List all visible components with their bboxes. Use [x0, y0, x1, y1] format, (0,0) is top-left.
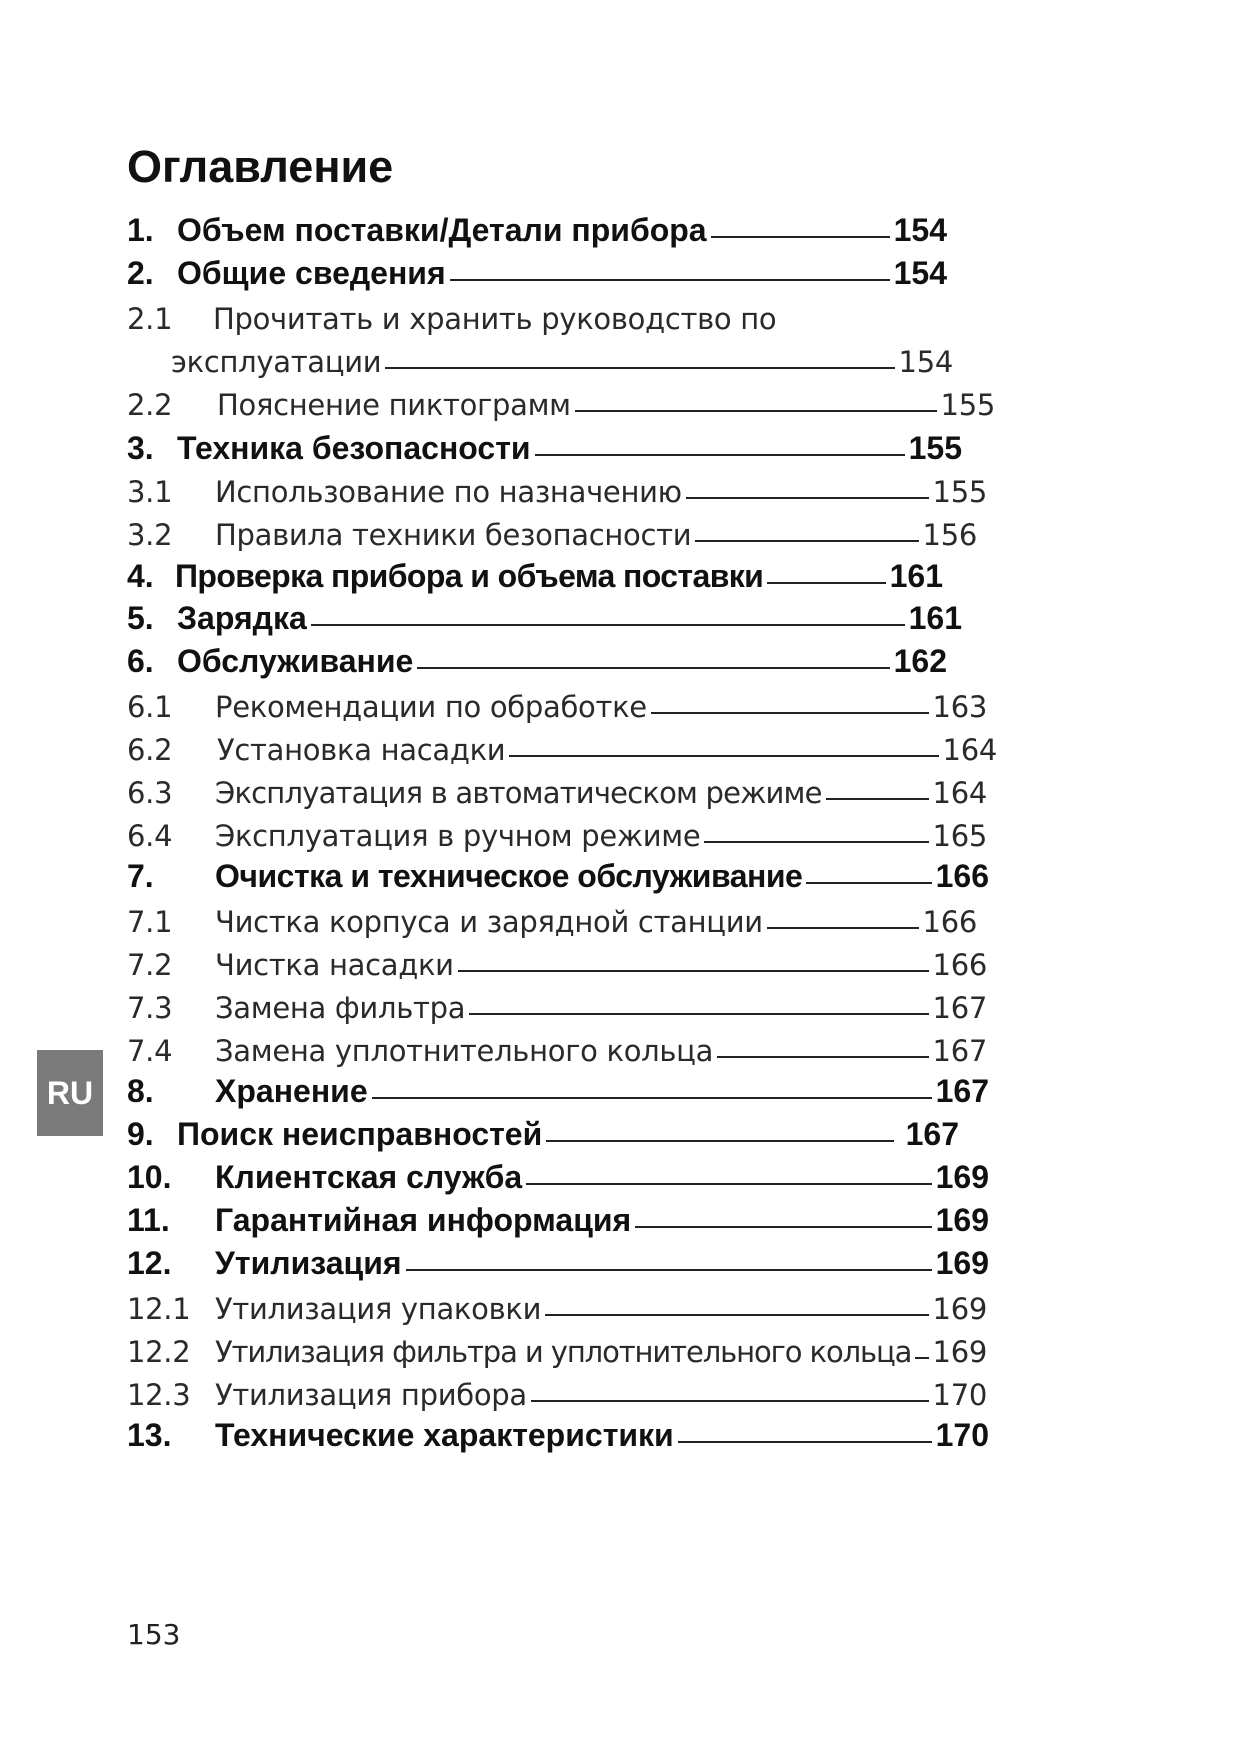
toc-entry-label: Проверка прибора и объема поставки [175, 558, 764, 594]
toc-entry-number: 7.1 [127, 905, 173, 939]
toc-entry-3-2[interactable] [127, 518, 977, 562]
toc-entry-number: 6.1 [127, 690, 173, 724]
page-number: 153 [127, 1618, 181, 1651]
toc-entry-number: 8. [127, 1073, 154, 1109]
toc-leader-line [686, 497, 929, 499]
toc-entry-5[interactable] [127, 600, 962, 644]
toc-leader-line [385, 367, 894, 369]
toc-leader-line [545, 1314, 928, 1316]
toc-entry-page: 161 [889, 558, 943, 594]
toc-leader-line [678, 1441, 932, 1443]
toc-leader-line [717, 1056, 928, 1058]
toc-entry-page: 169 [935, 1202, 989, 1238]
toc-entry-page: 154 [893, 255, 947, 291]
toc-leader-line [546, 1140, 893, 1142]
toc-entry-1[interactable] [127, 212, 947, 256]
toc-entry-label: Очистка и техническое обслуживание [215, 858, 803, 894]
toc-entry-page: 165 [932, 819, 987, 853]
toc-entry-page: 164 [932, 776, 987, 810]
toc-entry-2-1[interactable] [127, 302, 827, 346]
toc-entry-3-1[interactable] [127, 475, 987, 519]
toc-entry-label: Хранение [215, 1073, 368, 1109]
toc-entry-page: 167 [935, 1073, 989, 1109]
toc-entry-number: 7.4 [127, 1034, 173, 1068]
toc-entry-6-4[interactable] [127, 819, 987, 863]
toc-entry-label: Поиск неисправностей [177, 1116, 543, 1152]
toc-leader-line [806, 882, 931, 884]
toc-entry-10[interactable] [127, 1159, 989, 1203]
toc-entry-page: 170 [935, 1417, 989, 1453]
toc-entry-page: 169 [932, 1292, 987, 1326]
toc-entry-number: 12. [127, 1245, 172, 1281]
toc-entry-page: 161 [908, 600, 962, 636]
toc-entry-6[interactable] [127, 643, 947, 687]
language-badge [37, 1050, 103, 1136]
toc-entry-page: 162 [893, 643, 947, 679]
toc-entry-2[interactable] [127, 255, 947, 299]
toc-entry-number: 12.1 [127, 1292, 191, 1326]
toc-leader-line [417, 667, 889, 669]
toc-leader-line [635, 1226, 931, 1228]
toc-entry-6-1[interactable] [127, 690, 987, 734]
toc-entry-label: Утилизация фильтра и уплотнительного кольца [215, 1335, 912, 1369]
toc-entry-page: 169 [935, 1245, 989, 1281]
toc-entry-page: 155 [932, 475, 987, 509]
toc-entry-number: 6.2 [127, 733, 173, 767]
toc-entry-label: Объем поставки/Детали прибора [177, 212, 707, 248]
toc-leader-line [767, 927, 919, 929]
toc-leader-line [450, 279, 890, 281]
toc-entry-label-continued: эксплуатации [171, 345, 382, 379]
toc-entry-number: 10. [127, 1159, 172, 1195]
toc-entry-7[interactable] [127, 858, 989, 902]
toc-entry-page: 167 [905, 1116, 959, 1152]
toc-leader-line [509, 755, 938, 757]
toc-entry-label: Эксплуатация в ручном режиме [215, 819, 701, 853]
toc-leader-line [711, 236, 890, 238]
toc-entry-number: 13. [127, 1417, 172, 1453]
toc-entry-label: Технические характеристики [215, 1417, 674, 1453]
toc-entry-page: 154 [898, 345, 953, 379]
toc-entry-number: 7.3 [127, 991, 173, 1025]
toc-leader-line [372, 1097, 932, 1099]
toc-entry-page: 163 [932, 690, 987, 724]
toc-entry-number: 9. [127, 1116, 154, 1152]
toc-entry-label: Чистка насадки [215, 948, 454, 982]
toc-entry-label: Эксплуатация в автоматическом режиме [215, 776, 822, 810]
toc-entry-4[interactable] [127, 558, 943, 602]
toc-entry-label: Использование по назначению [215, 475, 682, 509]
toc-entry-12-1[interactable] [127, 1292, 987, 1336]
toc-entry-label: Рекомендации по обработке [215, 690, 647, 724]
toc-entry-label: Техника безопасности [177, 430, 531, 466]
toc-entry-label: Утилизация [215, 1245, 402, 1281]
toc-entry-label: Клиентская служба [215, 1159, 523, 1195]
toc-leader-line [575, 410, 937, 412]
toc-entry-page: 166 [935, 858, 989, 894]
toc-leader-line [458, 970, 929, 972]
toc-leader-line [826, 798, 929, 800]
toc-entry-number: 1. [127, 212, 154, 248]
toc-entry-number: 12.2 [127, 1335, 191, 1369]
toc-leader-line [704, 841, 928, 843]
toc-entry-3[interactable] [127, 430, 962, 474]
toc-entry-number: 3.1 [127, 475, 173, 509]
toc-entry-label: Зарядка [177, 600, 307, 636]
toc-entry-label: Утилизация прибора [215, 1378, 527, 1412]
toc-entry-page: 155 [908, 430, 962, 466]
toc-entry-number: 7.2 [127, 948, 173, 982]
toc-entry-number: 2.2 [127, 388, 173, 422]
toc-entry-number: 5. [127, 600, 154, 636]
page-title: Оглавление [127, 141, 394, 192]
toc-entry-12[interactable] [127, 1245, 989, 1289]
toc-entry-7-4[interactable] [127, 1034, 987, 1078]
toc-entry-label: Замена фильтра [215, 991, 466, 1025]
toc-leader-line [469, 1013, 928, 1015]
toc-entry-label: Прочитать и хранить руководство по [213, 302, 777, 336]
toc-entry-label: Чистка корпуса и зарядной станции [215, 905, 763, 939]
toc-leader-line [695, 540, 918, 542]
toc-entry-label: Замена уплотнительного кольца [215, 1034, 714, 1068]
toc-entry-8[interactable] [127, 1073, 989, 1117]
toc-entry-number: 2.1 [127, 302, 173, 336]
toc-entry-7-3[interactable] [127, 991, 987, 1035]
toc-entry-2-1-continuation[interactable] [171, 345, 953, 389]
toc-entry-number: 6.4 [127, 819, 173, 853]
toc-leader-line [311, 624, 905, 626]
toc-leader-line [406, 1269, 932, 1271]
toc-entry-label: Пояснение пиктограмм [217, 388, 571, 422]
toc-entry-6-3[interactable] [127, 776, 987, 820]
toc-entry-number: 4. [127, 558, 154, 594]
language-badge-label: RU [46, 1074, 94, 1111]
toc-entry-page: 166 [932, 948, 987, 982]
toc-entry-page: 164 [942, 733, 997, 767]
toc-entry-label: Утилизация упаковки [215, 1292, 542, 1326]
toc-entry-number: 3.2 [127, 518, 173, 552]
toc-entry-12-3[interactable] [127, 1378, 987, 1422]
toc-entry-number: 3. [127, 430, 154, 466]
toc-leader-line [531, 1400, 929, 1402]
toc-entry-label: Общие сведения [177, 255, 446, 291]
toc-entry-page: 154 [893, 212, 947, 248]
toc-leader-line [651, 712, 929, 714]
toc-entry-number: 6.3 [127, 776, 173, 810]
toc-entry-number: 2. [127, 255, 154, 291]
toc-leader-line [767, 582, 885, 584]
toc-entry-number: 6. [127, 643, 154, 679]
toc-entry-12-2[interactable] [127, 1335, 987, 1379]
toc-entry-9[interactable] [127, 1116, 959, 1160]
toc-entry-page: 156 [922, 518, 977, 552]
toc-entry-page: 167 [932, 1034, 987, 1068]
toc-entry-number: 11. [127, 1202, 170, 1238]
toc-entry-6-2[interactable] [127, 733, 997, 777]
toc-entry-2-2[interactable] [127, 388, 995, 432]
toc-entry-13[interactable] [127, 1417, 989, 1461]
toc-entry-number: 7. [127, 858, 154, 894]
toc-leader-line [915, 1357, 928, 1359]
toc-entry-page: 170 [932, 1378, 987, 1412]
toc-entry-label: Обслуживание [177, 643, 414, 679]
toc-entry-label: Гарантийная информация [215, 1202, 632, 1238]
toc-entry-label: Установка насадки [217, 733, 506, 767]
toc-entry-page: 167 [932, 991, 987, 1025]
toc-entry-page: 155 [940, 388, 995, 422]
toc-entry-7-1[interactable] [127, 905, 977, 949]
toc-entry-11[interactable] [127, 1202, 989, 1246]
toc-entry-number: 12.3 [127, 1378, 191, 1412]
toc-leader-line [535, 454, 905, 456]
toc-leader-line [526, 1183, 931, 1185]
toc-entry-page: 166 [922, 905, 977, 939]
toc-entry-label: Правила техники безопасности [215, 518, 692, 552]
toc-entry-7-2[interactable] [127, 948, 987, 992]
toc-entry-page: 169 [935, 1159, 989, 1195]
toc-entry-page: 169 [932, 1335, 987, 1369]
